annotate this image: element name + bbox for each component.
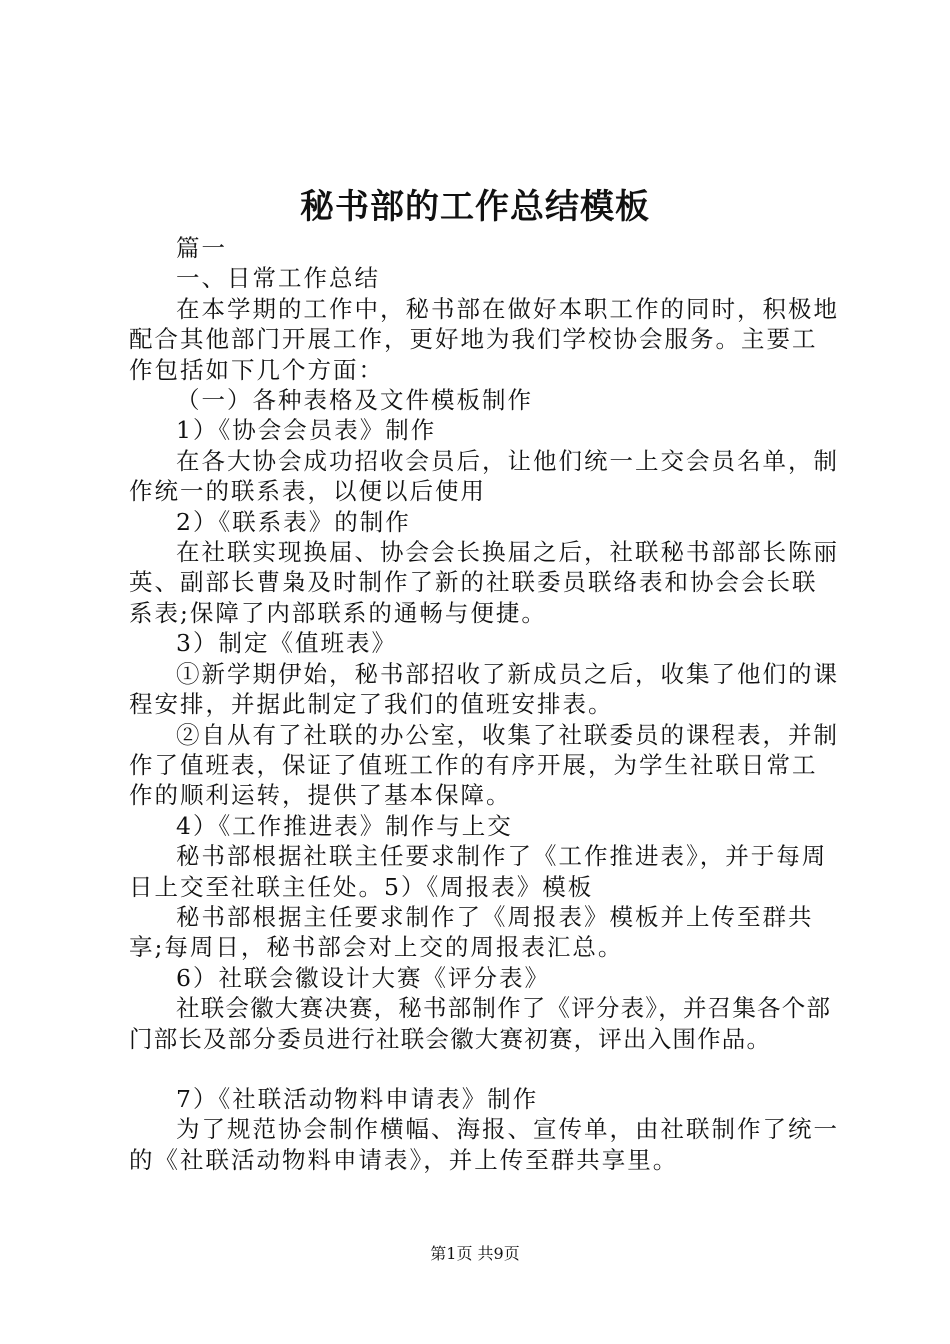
paragraph-item-1-heading: 1）《协会会员表》制作 xyxy=(176,416,437,445)
paragraph-item-5-body: 秘书部根据主任要求制作了《周报表》模板并上传至群共享;每周日，秘书部会对上交的周报表汇总。 xyxy=(129,902,814,962)
paragraph-item-6-body: 社联会徽大赛决赛，秘书部制作了《评分表》，并召集各个部门部长及部分委员进行社联会徽大赛初赛，评出入围作品。 xyxy=(129,994,832,1053)
paragraph-spacer xyxy=(129,1054,839,1084)
paragraph-item-1-body: 在各大协会成功招收会员后，让他们统一上交会员名单，制作统一的联系表，以便以后使用 xyxy=(129,446,839,506)
paragraph-item-4-heading: 4）《工作推进表》制作与上交 xyxy=(176,811,513,840)
paragraph-item-3-heading: 3）制定《值班表》 xyxy=(176,629,397,658)
paragraph-item-3-point-1: ①新学期伊始，秘书部招收了新成员之后，收集了他们的课程安排，并据此制定了我们的值班安排表。 xyxy=(129,659,839,719)
paragraph-item-7-heading: 7）《社联活动物料申请表》制作 xyxy=(176,1084,539,1113)
document-title: 秘书部的工作总结模板 xyxy=(300,187,650,227)
paragraph-section-heading: 一、日常工作总结 xyxy=(176,264,380,293)
paragraph-item-2-heading: 2）《联系表》的制作 xyxy=(176,507,411,536)
paragraph-item-6-heading: 6）社联会徽设计大赛《评分表》 xyxy=(176,963,550,992)
paragraph-item-2-body: 在社联实现换届、协会会长换届之后，社联秘书部部长陈丽英、副部长曹枭及时制作了新的社联委员联络表和协会会长联系表;保障了内部联系的通畅与便捷。 xyxy=(129,538,839,627)
paragraph-subheading: （一）各种表格及文件模板制作 xyxy=(176,386,533,415)
paragraph-intro: 在本学期的工作中，秘书部在做好本职工作的同时，积极地配合其他部门开展工作，更好地为我们学校协会服务。主要工作包括如下几个方面： xyxy=(129,294,839,384)
paragraph-part-label: 篇一 xyxy=(176,234,227,262)
paragraph-item-3-point-2: ②自从有了社联的办公室，收集了社联委员的课程表，并制作了值班表，保证了值班工作的有序开展，为学生社联日常工作的顺利运转，提供了基本保障。 xyxy=(129,720,839,810)
page-footer: 第1页 共9页 xyxy=(430,1244,520,1263)
paragraph-item-7-body: 为了规范协会制作横幅、海报、宣传单，由社联制作了统一的《社联活动物料申请表》，并上传至群共享里。 xyxy=(129,1115,839,1174)
document-body xyxy=(129,233,839,1175)
paragraph-item-4-body: 秘书部根据社联主任要求制作了《工作推进表》，并于每周日上交至社联主任处。5）《周报表》模板 xyxy=(129,842,828,901)
